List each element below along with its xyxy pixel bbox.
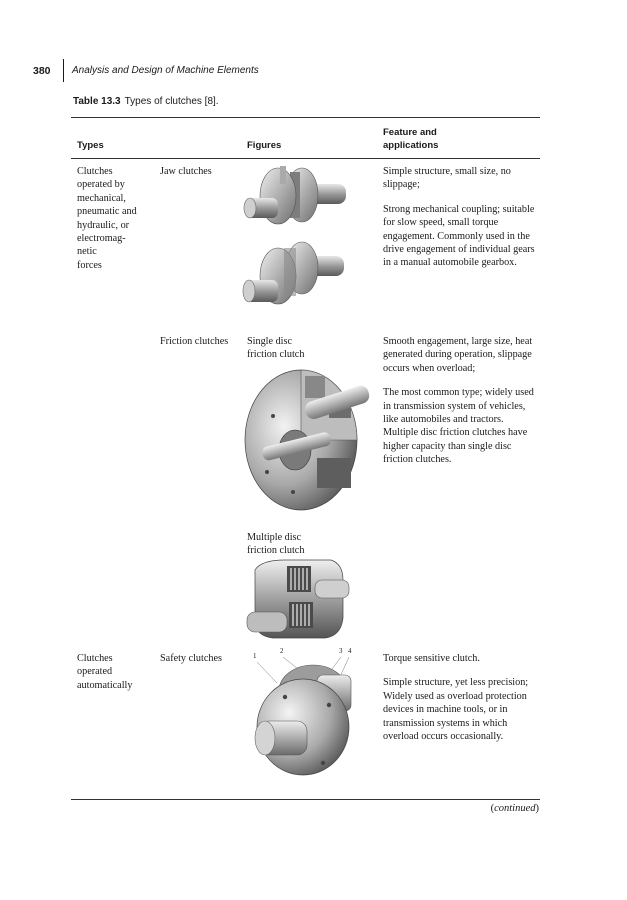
column-header-figures: Figures — [247, 140, 282, 151]
multiple-disc-clutch-figure — [245, 556, 350, 642]
page-number: 380 — [33, 65, 51, 77]
subtype-jaw-clutches: Jaw clutches — [160, 166, 212, 177]
type-line: pneumatic and — [77, 206, 137, 218]
features-jaw-clutches — [383, 165, 539, 281]
type-line: electromag- — [77, 233, 126, 245]
running-title: Analysis and Design of Machine Elements — [72, 65, 259, 76]
table-caption-label: Table 13.3 — [73, 96, 121, 107]
type-line: netic — [77, 246, 97, 258]
type-line: Clutches — [77, 166, 113, 177]
type-line: operated — [77, 666, 113, 678]
type-group-mechanical — [77, 165, 137, 272]
feature-paragraph: Simple structure, small size, no slippage; — [383, 166, 511, 191]
callout-4: 4 — [348, 647, 352, 655]
feature-paragraph: Strong mechanical coupling; suitable for slow speed, small torque engagement. Commonly used in the drive engagement of individual gears in a manual automobile gearbox. — [383, 203, 535, 269]
figure-label-line: friction clutch — [247, 545, 305, 557]
type-line: mechanical, — [77, 192, 126, 204]
type-line: forces — [77, 259, 102, 271]
type-line: automatically — [77, 679, 133, 691]
table-caption-text: Types of clutches [8]. — [124, 96, 219, 107]
column-header-features-line: applications — [383, 140, 439, 151]
header-divider — [63, 59, 64, 82]
feature-paragraph: The most common type; widely used in transmission system of vehicles, like automobiles and tractors. Multiple disc friction clutches have higher capacity than single disc friction clutches. — [383, 387, 534, 466]
continued-note: (continued) — [490, 803, 539, 814]
type-line: operated by — [77, 179, 125, 191]
features-friction-clutches — [383, 335, 539, 478]
feature-paragraph: Simple structure, yet less precision; Widely used as overload protection devices in machine tools, or in transmission systems in which overload occurs occasionally. — [383, 677, 529, 743]
table-top-rule — [71, 117, 540, 118]
column-header-features — [383, 126, 438, 152]
figure-label-line: Multiple disc — [247, 532, 302, 543]
subtype-friction-clutches: Friction clutches — [160, 336, 229, 347]
feature-paragraph: Torque sensitive clutch. — [383, 653, 480, 664]
column-header-features-line: Feature and — [383, 127, 437, 138]
table-bottom-rule — [71, 799, 540, 800]
jaw-clutch-figure-1 — [240, 162, 350, 232]
callout-1: 1 — [253, 652, 257, 660]
feature-paragraph: Smooth engagement, large size, heat generated during operation, slippage occurs when overload; — [383, 336, 533, 374]
single-disc-clutch-figure — [243, 362, 373, 512]
safety-clutch-figure — [243, 645, 373, 780]
figure-label-single-disc — [247, 335, 304, 362]
callout-2: 2 — [280, 647, 284, 655]
table-header-rule — [71, 158, 540, 159]
type-line: hydraulic, or — [77, 219, 130, 231]
jaw-clutch-figure-2 — [240, 238, 350, 313]
figure-label-line: Single disc — [247, 336, 292, 347]
figure-label-multiple-disc — [247, 531, 304, 558]
column-header-types: Types — [77, 140, 104, 151]
subtype-safety-clutches: Safety clutches — [160, 653, 222, 664]
table-caption — [73, 96, 219, 107]
figure-label-line: friction clutch — [247, 349, 305, 361]
type-line: Clutches — [77, 653, 113, 664]
type-group-automatic — [77, 652, 132, 692]
callout-3: 3 — [339, 647, 343, 655]
features-safety-clutches — [383, 652, 539, 754]
continued-text: continued — [494, 803, 536, 814]
